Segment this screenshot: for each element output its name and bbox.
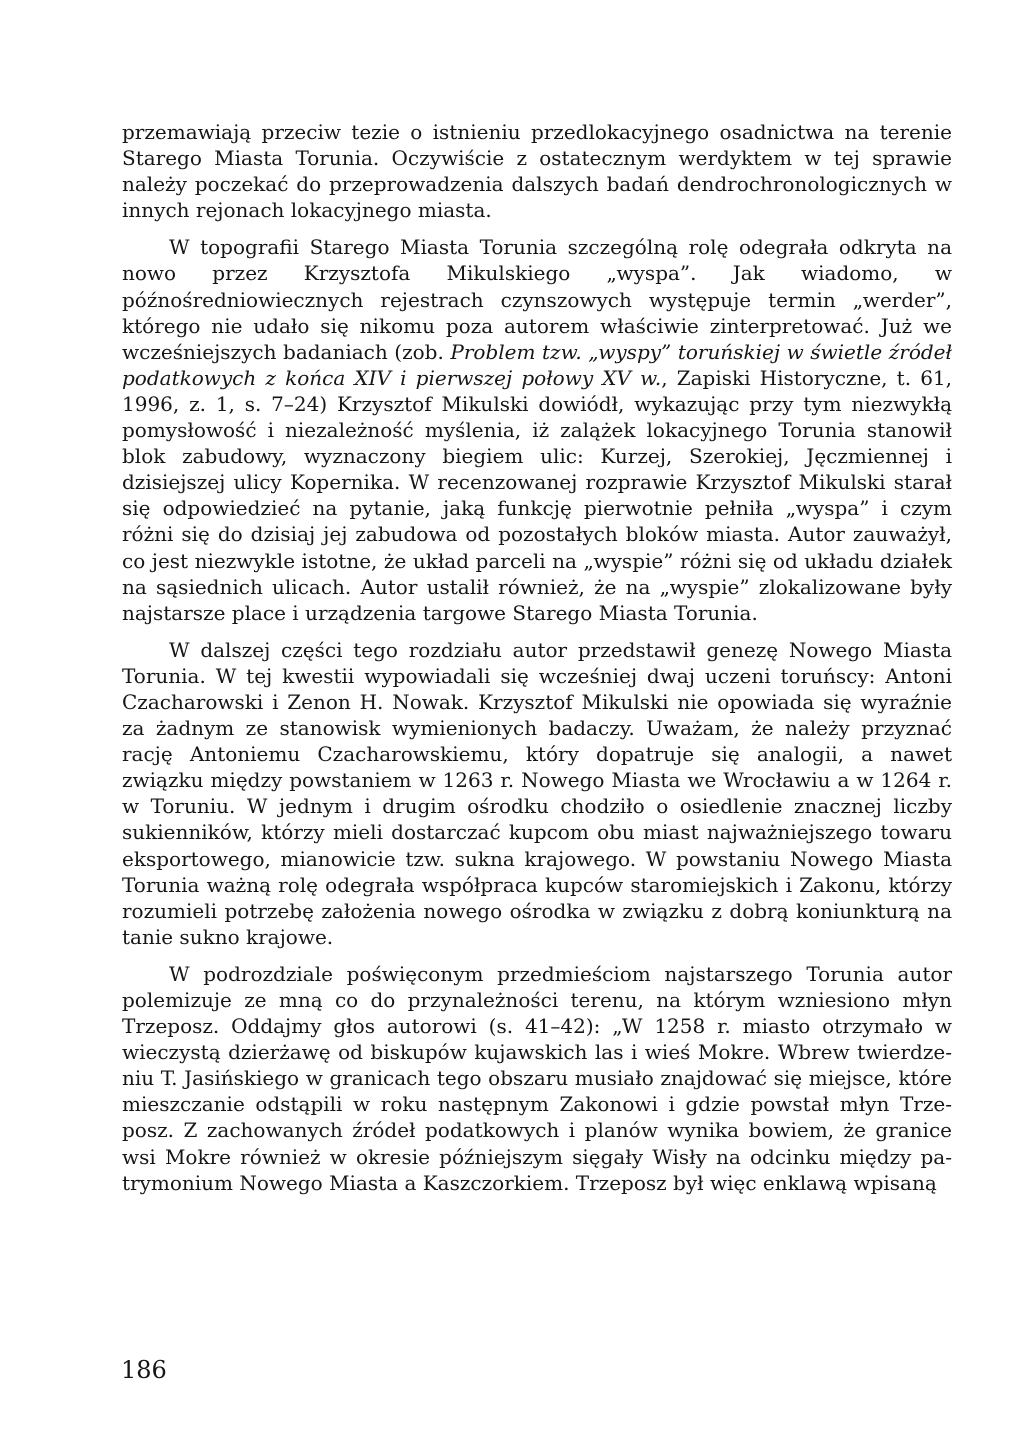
body-text	[122, 119, 952, 1196]
page-number: 186	[121, 1356, 167, 1384]
paragraph-3: W dalszej części tego rozdziału autor przedstawił genezę Nowego Miasta Torunia. W tej kwestii wypowiadali się wcześniej dwaj uczeni toruńscy: Antoni Czacharowski i Zenon H. Nowak. Krzysztof Mikulski nie opowiada się wyraźnie za żadnym ze stanowisk wymienionych badaczy. Uważam, że należy przyznać rację Antoniemu Czacharowskiemu, który dopatruje się analogii, a nawet związku między powstaniem w 1263 r. Nowego Miasta we Wrocławiu a w 1264 r. w Toruniu. W jednym i drugim ośrodku chodziło o osiedlenie znacznej liczby sukienników, którzy mieli dostarczać kupcom obu miast najważniejszego towaru eksportowego, mianowicie tzw. sukna krajowego. W powstaniu Nowego Miasta Torunia ważną rolę odegrała współpraca kupców staromiejskich i Zakonu, którzy rozumieli potrzebę założenia nowego ośrodka w związku z dobrą koniunkturą na tanie sukno krajowe.	[122, 637, 952, 949]
paragraph-4: W podrozdziale poświęconym przedmieściom najstarszego Torunia autor polemizuje ze mną co do przynależności terenu, na którym wzniesiono młyn Trzeposz. Oddajmy głos autorowi (s. 41–42): „W 1258 r. miasto otrzymało w wieczystą dzierżawę od biskupów kujawskich las i wieś Mokre. Wbrew twierdzeniu T. Jasińskiego w granicach tego obszaru musiało znajdować się miejsce, które mieszczanie odstąpili w roku następnym Zakonowi i gdzie powstał młyn Trzeposz. Z zachowanych źródeł podatkowych i planów wynika bowiem, że granice wsi Mokre również w okresie późniejszym sięgały Wisły na odcinku między patrymonium Nowego Miasta a Kaszczorkiem. Trzeposz był więc enklawą wpisaną	[122, 961, 952, 1195]
paragraph-2-text-b: , Zapiski Historyczne, t. 61, 1996, z. 1, s. 7–24) Krzysztof Mikulski dowiódł, wykazując przy tym niezwykłą pomysłowość i niezależność myślenia, iż zalążek lokacyjnego Torunia stanowił blok zabudowy, wyznaczony biegiem ulic: Kurzej, Szerokiej, Jęczmiennej i dzisiejszej ulicy Kopernika. W recenzowanej rozprawie Krzysztof Mikulski starał się odpowiedzieć na pytanie, jaką funkcję pierwotnie pełniła „wyspa” i czym różni się do dzisiaj jej zabudowa od pozostałych bloków miasta. Autor zauważył, co jest niezwykle istotne, że układ parceli na „wyspie” różni się od układu działek na sąsiednich ulicach. Autor ustalił również, że na „wyspie” zlokalizowane były najstarsze place i urządzenia targowe Starego Miasta Torunia.	[122, 365, 952, 625]
paragraph-1: przemawiają przeciw tezie o istnieniu przedlokacyjnego osadnictwa na terenie Starego Miasta Torunia. Oczywiście z ostatecznym werdyktem w tej sprawie należy poczekać do przeprowadzenia dalszych badań dendrochronologicznych w innych rejonach lokacyjnego miasta.	[122, 120, 952, 223]
paragraph-2-citation-title: Problem tzw. „wyspy” toruńskiej w świetle źródeł podatkowych z końca XIV i pierwszej połowy XV w.	[122, 339, 952, 390]
paragraph-2-text-a: W topografii Starego Miasta Torunia szczególną rolę odegrała odkryta na nowo przez Krzysztofa Mikulskiego „wyspa”. Jak wiadomo, w późnośredniowiecznych rejestrach czynszowych występuje termin „werder”, którego nie udało się nikomu poza autorem właściwie zinterpretować. Już we wcześniejszych badaniach (zob.	[122, 235, 952, 364]
paragraph-2	[122, 234, 952, 625]
